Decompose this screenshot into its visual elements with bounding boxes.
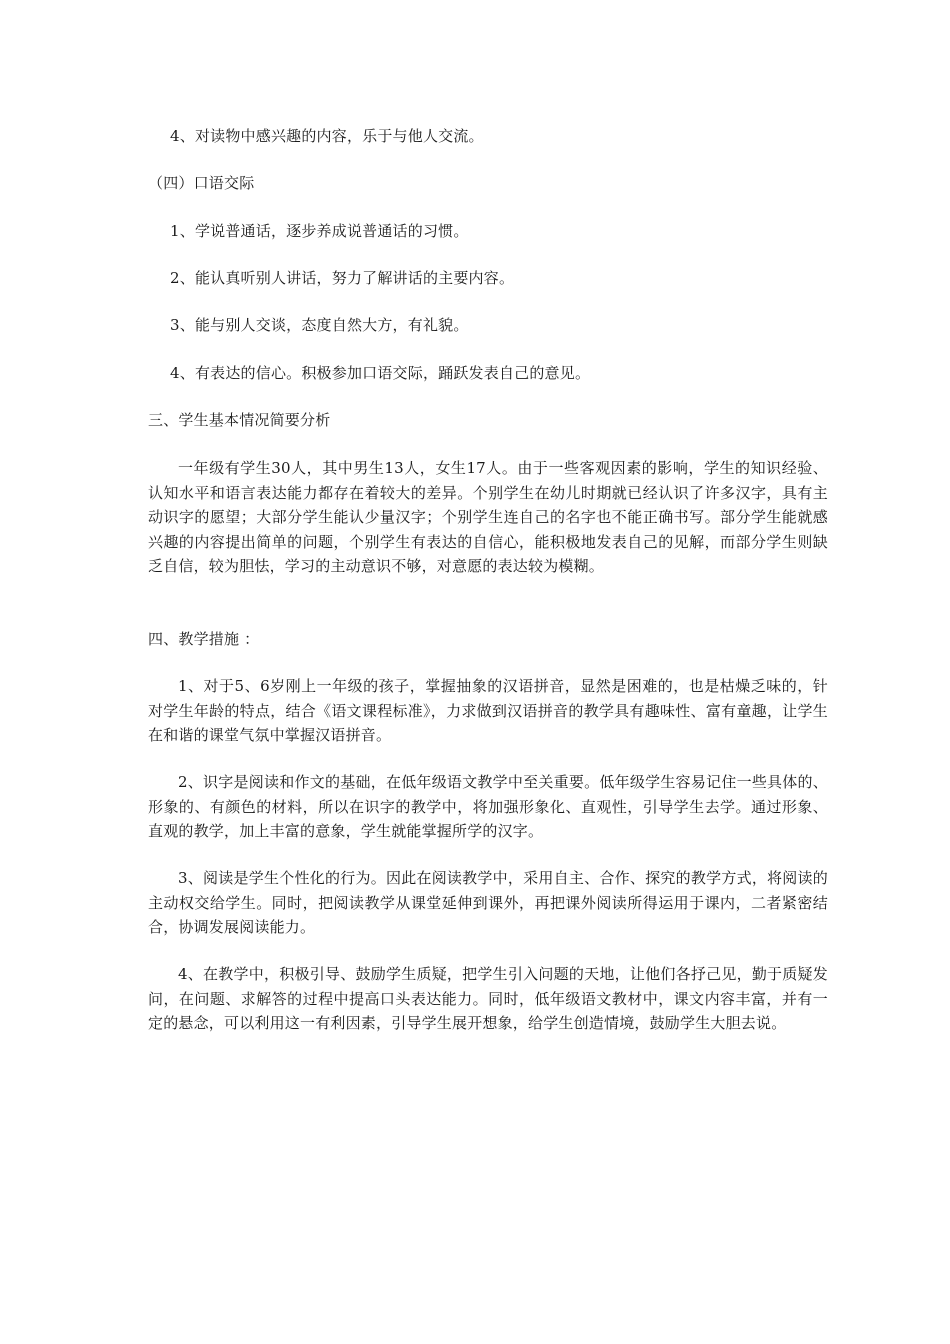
measure-paragraph-2: 2、识字是阅读和作文的基础，在低年级语文教学中至关重要。低年级学生容易记住一些具体的、形象的、有颜色的材料，所以在识字的教学中，将加强形象化、直观性，引导学生去学。通过形象、直观的教学，加上丰富的意象，学生就能掌握所学的汉字。	[148, 773, 828, 840]
teaching-measures-heading: 四、教学措施 ：	[148, 630, 260, 648]
oral-item-3: 3、能与别人交谈，态度自然大方，有礼貌。	[170, 316, 469, 334]
student-analysis-paragraph: 一年级有学生30人，其中男生13人，女生17人。由于一些客观因素的影响，学生的知识经验、认知水平和语言表达能力都存在着较大的差异。个别学生在幼儿时期就已经认识了许多汉字，具有主动识字的愿望；大部分学生能认少量汉字；个别学生连自己的名字也不能正确书写。部分学生能就感兴趣的内容提出简单的问题，个别学生有表达的自信心，能积极地发表自己的见解，而部分学生则缺乏自信，较为胆怯，学习的主动意识不够，对意愿的表达较为模糊。	[148, 459, 828, 575]
measure-paragraph-3: 3、阅读是学生个性化的行为。因此在阅读教学中，采用自主、合作、探究的教学方式，将阅读的主动权交给学生。同时，把阅读教学从课堂延伸到课外，再把课外阅读所得运用于课内，二者紧密结合，协调发展阅读能力。	[148, 869, 828, 936]
student-analysis-heading: 三、学生基本情况简要分析	[148, 411, 331, 429]
reading-item-4: 4、对读物中感兴趣的内容，乐于与他人交流。	[170, 127, 484, 145]
measure-paragraph-1: 1、对于5、6岁刚上一年级的孩子，掌握抽象的汉语拼音，显然是困难的，也是枯燥乏味的，针对学生年龄的特点，结合《语文课程标准》，力求做到汉语拼音的教学具有趣味性、富有童趣，让学生在和谐的课堂气氛中掌握汉语拼音。	[148, 677, 828, 744]
oral-item-4: 4、有表达的信心。积极参加口语交际，踊跃发表自己的意见。	[170, 364, 591, 382]
oral-communication-heading: （四）口语交际	[148, 174, 255, 192]
oral-item-1: 1、学说普通话，逐步养成说普通话的习惯。	[170, 222, 469, 240]
measure-paragraph-4: 4、在教学中，积极引导、鼓励学生质疑，把学生引入问题的天地，让他们各抒己见，勤于质疑发问，在问题、求解答的过程中提高口头表达能力。同时，低年级语文教材中，课文内容丰富，并有一定的悬念，可以利用这一有利因素，引导学生展开想象，给学生创造情境，鼓励学生大胆去说。	[148, 965, 828, 1032]
oral-item-2: 2、能认真听别人讲话，努力了解讲话的主要内容。	[170, 269, 515, 287]
